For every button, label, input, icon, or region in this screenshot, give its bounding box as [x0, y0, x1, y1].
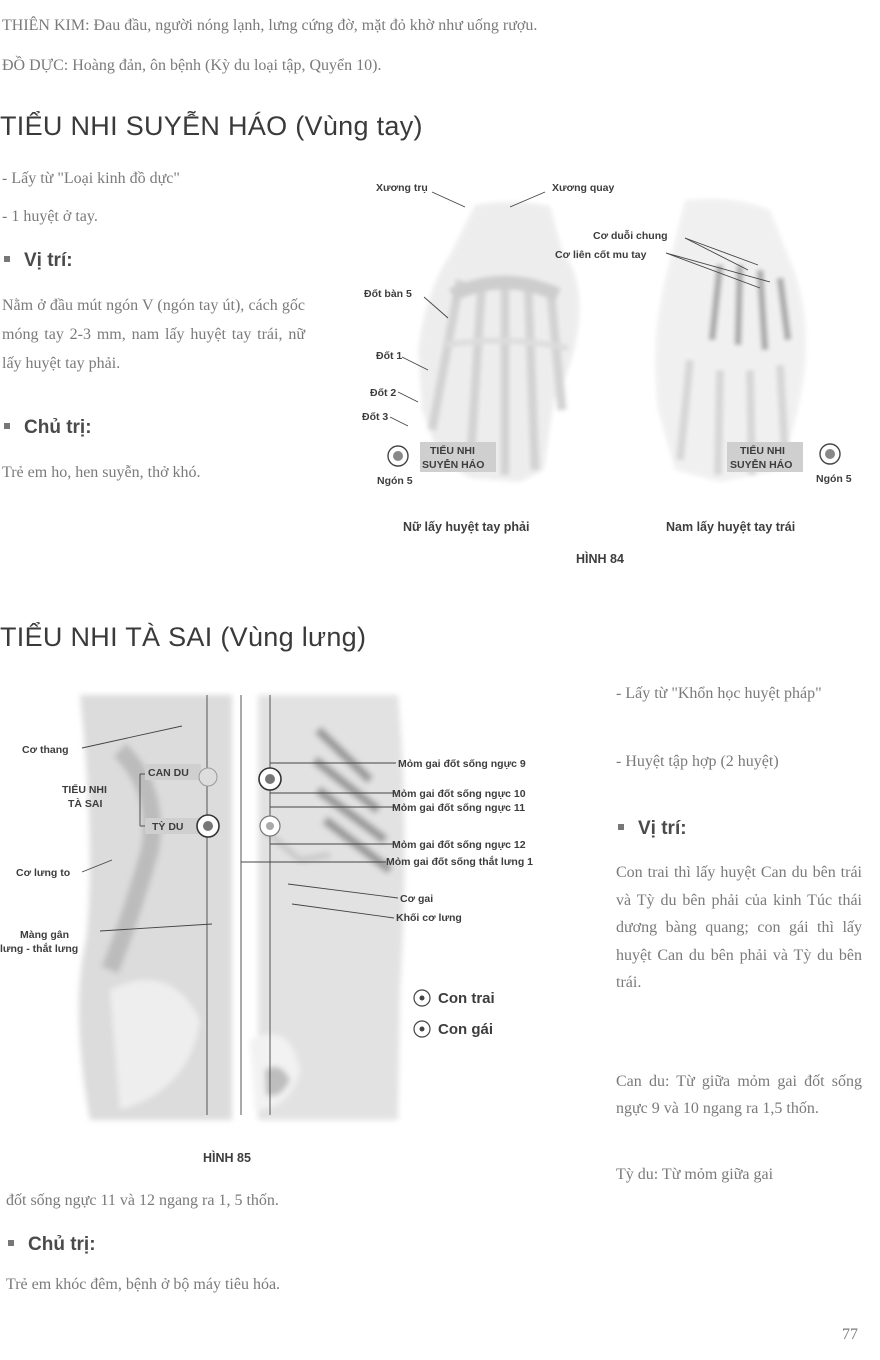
label-can-du: CAN DU [148, 767, 189, 779]
section2-continuation: đốt sống ngực 11 và 12 ngang ra 1, 5 thốn. [6, 1192, 279, 1209]
label-mom-gai-11: Mỏm gai đốt sống ngực 11 [392, 802, 526, 814]
right-point-label-line1: TIỂU NHI [740, 445, 785, 457]
label-ty-du: TỲ DU [152, 821, 184, 833]
label-co-duoi-chung: Cơ duỗi chung [593, 230, 668, 242]
label-mang-gan-1: Màng gân [20, 929, 69, 941]
bullet-icon [4, 256, 10, 262]
bullet-icon [618, 824, 624, 830]
figure-85-back [0, 690, 590, 1150]
label-dot-ban-5: Đốt bàn 5 [364, 288, 412, 300]
label-xuong-tru: Xương trụ [376, 182, 428, 194]
label-mom-gai-9: Mỏm gai đốt sống ngực 9 [398, 758, 526, 770]
top-line-thien-kim: THIÊN KIM: Đau đầu, người nóng lạnh, lưng cứng đờ, mặt đỏ khờ như uống rượu. [2, 17, 538, 34]
ty-du-left-dot [203, 821, 213, 831]
figure84-title: HÌNH 84 [576, 552, 624, 566]
top-line-do-duc: ĐỒ DỰC: Hoàng đản, ôn bệnh (Kỳ du loại tập, Quyển 10). [2, 57, 382, 74]
legend-con-trai-dot [420, 996, 425, 1001]
label-mom-gai-that-lung-1: Mỏm gai đốt sống thắt lưng 1 [386, 856, 534, 868]
section2-chu-tri-text: Trẻ em khóc đêm, bệnh ở bộ máy tiêu hóa. [6, 1276, 281, 1293]
bullet-icon [8, 1240, 14, 1246]
section2-vi-tri-heading [618, 818, 687, 840]
legend-con-trai: Con trai [438, 990, 495, 1007]
right-hand-illustration [655, 199, 806, 482]
bullet-icon [4, 423, 10, 429]
left-point-label-line2: SUYỄN HÁO [422, 459, 485, 471]
left-point-label-line1: TIỂU NHI [430, 445, 475, 457]
section1-intro-2: - 1 huyệt ở tay. [2, 208, 98, 225]
legend-con-gai: Con gái [438, 1021, 493, 1038]
left-acupoint-dot [393, 451, 403, 461]
section2-ty-du-text: Tỳ du: Từ mỏm giữa gai [616, 1166, 774, 1183]
can-du-right-dot [265, 774, 275, 784]
right-point-label-line2: SUYỄN HÁO [730, 459, 793, 471]
label-tieu-nhi: TIỂU NHI [62, 784, 107, 796]
vi-tri-label: Vị trí: [24, 250, 73, 271]
left-hand-illustration [418, 202, 580, 482]
vi-tri-label: Vị trí: [638, 818, 687, 839]
can-du-left-point [199, 768, 217, 786]
label-mang-gan-2: lưng - thắt lưng [0, 943, 79, 955]
section2-chu-tri-heading [8, 1234, 96, 1256]
label-co-thang: Cơ thang [22, 744, 69, 756]
figure85-title: HÌNH 85 [203, 1151, 251, 1165]
section1-vi-tri-text: Nằm ở đầu mút ngón V (ngón tay út), cách gốc móng tay 2-3 mm, nam lấy huyệt tay trái, nữ lấy huyệt tay phải. [2, 297, 305, 372]
legend-con-gai-dot [420, 1027, 425, 1032]
right-acupoint-dot [825, 449, 835, 459]
label-co-lung-to: Cơ lưng to [16, 867, 71, 879]
ty-du-right-dot [266, 822, 274, 830]
label-mom-gai-12: Mỏm gai đốt sống ngực 12 [392, 839, 526, 851]
right-ngon-5: Ngón 5 [816, 473, 852, 485]
label-dot-3: Đốt 3 [362, 411, 389, 423]
section2-intro-1: - Lấy từ "Khổn học huyệt pháp" [616, 685, 822, 702]
back-illustration [79, 695, 405, 1120]
chu-tri-label: Chủ trị: [24, 417, 92, 438]
chu-tri-label: Chủ trị: [28, 1234, 96, 1255]
section1-vi-tri-heading [4, 250, 73, 272]
label-khoi-co-lung: Khối cơ lưng [396, 912, 462, 924]
label-mom-gai-10: Mỏm gai đốt sống ngực 10 [392, 788, 526, 800]
section1-intro-1: - Lấy từ "Loại kinh đồ dực" [2, 170, 180, 187]
label-co-gai: Cơ gai [400, 893, 434, 905]
section1-chu-tri-heading [4, 417, 92, 439]
section2-vi-tri-text: Con trai thì lấy huyệt Can du bên trái và Tỳ du bên phải của kinh Túc thái dương bàng quang; con gái thì lấy huyệt Can du bên phải và Tỳ du bên trái. [616, 864, 862, 991]
left-ngon-5: Ngón 5 [377, 475, 413, 487]
figure-84-hands [340, 170, 880, 520]
label-dot-2: Đốt 2 [370, 387, 397, 399]
label-xuong-quay: Xương quay [552, 182, 615, 194]
label-co-lien-cot-mu-tay: Cơ liên cốt mu tay [555, 249, 647, 261]
section2-intro-2: - Huyệt tập hợp (2 huyệt) [616, 753, 779, 770]
section1-heading: TIỂU NHI SUYỄN HÁO (Vùng tay) [0, 111, 423, 141]
section2-heading: TIỂU NHI TÀ SAI (Vùng lưng) [0, 622, 367, 652]
label-ta-sai: TÀ SAI [68, 798, 103, 810]
label-dot-1: Đốt 1 [376, 350, 403, 362]
figure84-caption-left: Nữ lấy huyệt tay phải [403, 520, 530, 534]
section2-can-du-text: Can du: Từ giữa mỏm gai đốt sống ngực 9 và 10 ngang ra 1,5 thốn. [616, 1073, 862, 1117]
page-number: 77 [842, 1326, 858, 1343]
figure84-caption-right: Nam lấy huyệt tay trái [666, 520, 796, 534]
section1-chu-tri-text: Trẻ em ho, hen suyễn, thở khó. [2, 464, 201, 481]
